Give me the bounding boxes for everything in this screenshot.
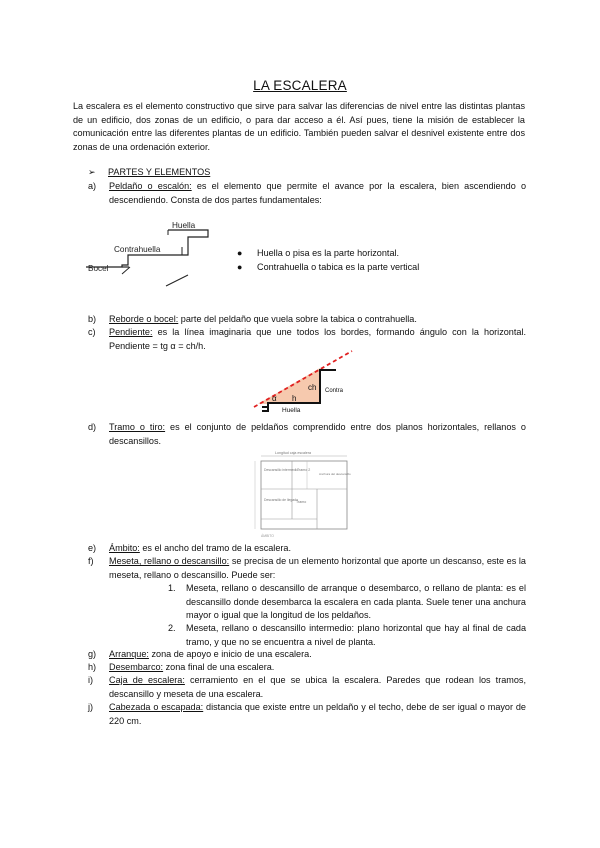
subitem-1 (168, 582, 526, 623)
bullet-contrahuella (237, 262, 419, 272)
subitem-2-number: 2. (168, 623, 176, 633)
item-i-label: i) (88, 675, 94, 685)
item-e-text: es el ancho del tramo de la escalera. (139, 543, 291, 553)
item-h-label: h) (88, 662, 97, 672)
label-alpha: α (272, 394, 277, 403)
item-c-text: es la línea imaginaria que une todos los bordes, formando ángulo con la horizontal. Pendiente = tg α = ch/h. (109, 327, 526, 351)
plan-label-tramo: Tramo (296, 500, 307, 504)
item-e-label: e) (88, 543, 97, 553)
item-d-label: d) (88, 422, 97, 432)
item-g-term: Arranque: (109, 649, 149, 659)
section-heading (88, 167, 210, 178)
stair-plan-diagram (247, 449, 355, 539)
bullet-text: Huella o pisa es la parte horizontal. (257, 248, 400, 258)
bullet-dot-icon: ● (237, 248, 243, 258)
plan-label-intermedio: Descansillo intermedio (264, 468, 299, 472)
label-bocel: Bocel (88, 264, 109, 273)
bullet-huella (237, 248, 399, 258)
item-f (88, 555, 526, 582)
item-i-text: cerramiento en el que se ubica la escalera. Paredes que rodean los tramos, descansillo y meseta de una escalera. (109, 675, 526, 699)
bullet-dot-icon: ● (237, 262, 243, 272)
subitem-2 (168, 622, 526, 649)
item-b-label: b) (88, 314, 97, 324)
item-j (88, 701, 526, 728)
item-d (88, 421, 526, 448)
item-f-text: se precisa de un elemento horizontal que aporte un descanso, este es la meseta, rellano o descansillo. Puede ser: (109, 556, 526, 580)
subitem-1-text: Meseta, rellano o descansillo de arranque o desembarco, o rellano de planta: es el descansillo donde desembarca la escalera en cada planta. Suele tener una anchura mayor o igual que la longitud de los peldaños. (186, 583, 526, 621)
step-diagram (84, 219, 214, 299)
slope-diagram (252, 349, 362, 417)
plan-label-llegada: Descansillo de llegada (264, 498, 298, 502)
section-title: PARTES Y ELEMENTOS (108, 167, 211, 177)
plan-label-top: Longitud caja escalera (275, 451, 311, 455)
item-h (88, 661, 526, 675)
subitem-1-number: 1. (168, 583, 176, 593)
item-i-term: Caja de escalera: (109, 675, 185, 685)
item-c-label: c) (88, 327, 96, 337)
item-a-text: es el elemento que permite el avance por la escalera, bien ascendiendo o descendiendo. Consta de dos partes fundamentales: (109, 181, 526, 205)
item-a-label: a) (88, 181, 97, 191)
item-e (88, 542, 526, 556)
item-f-label: f) (88, 556, 94, 566)
item-c-term: Pendiente: (109, 327, 153, 337)
item-g (88, 648, 526, 662)
label-contrahuella: Contrahuella (114, 245, 161, 254)
item-d-text: es el conjunto de peldaños comprendido entre dos planos horizontales, rellanos o descansillos. (109, 422, 526, 446)
plan-label-area: Anchura del descansillo (319, 472, 351, 476)
page-title: LA ESCALERA (253, 78, 347, 93)
item-g-label: g) (88, 649, 97, 659)
plan-label-bottom: ÁMBITO (261, 534, 274, 538)
item-g-text: zona de apoyo e inicio de una escalera. (148, 649, 312, 659)
item-b-term: Reborde o bocel: (109, 314, 179, 324)
label-h: h (292, 394, 297, 403)
item-e-term: Ámbito: (109, 543, 140, 553)
item-b (88, 313, 526, 327)
bullet-text: Contrahuella o tabica es la parte vertical (257, 262, 420, 272)
label-contra: Contra (325, 388, 344, 394)
item-j-label: j) (88, 702, 94, 712)
item-i (88, 674, 526, 701)
item-a-term: Peldaño o escalón: (109, 181, 192, 191)
label-huella-slope: Huella (282, 407, 301, 414)
label-huella: Huella (172, 221, 196, 230)
subitem-2-text: Meseta, rellano o descansillo intermedio: plano horizontal que hay al final de cada tramo, y que no se encuentra a nivel de planta. (186, 623, 526, 647)
label-ch: ch (308, 383, 317, 392)
intro-paragraph: La escalera es el elemento constructivo que sirve para salvar las diferencias de nivel entre las distintas plantas de un edificio, dos zonas de un edificio, o para dar acceso a él. Así pues, tiene la misión de establecer la comunicación entre las diferentes plantas de un edificio. También pueden salvar el desnivel existente entre dos zonas de una ordenación exterior. (73, 101, 525, 152)
item-h-text: zona final de una escalera. (163, 662, 275, 672)
item-j-text: distancia que existe entre un peldaño y el techo, debe de ser igual o mayor de 220 cm. (109, 702, 526, 726)
item-a (88, 180, 526, 207)
arrow-bullet-icon: ➢ (88, 167, 96, 177)
item-b-text: parte del peldaño que vuela sobre la tabica o contrahuella. (178, 314, 417, 324)
item-h-term: Desembarco: (109, 662, 164, 672)
item-f-term: Meseta, rellano o descansillo: (109, 556, 230, 566)
item-d-term: Tramo o tiro: (109, 422, 166, 432)
plan-label-tramo2: Tramo 2 (297, 468, 311, 472)
item-j-term: Cabezada o escapada: (109, 702, 204, 712)
